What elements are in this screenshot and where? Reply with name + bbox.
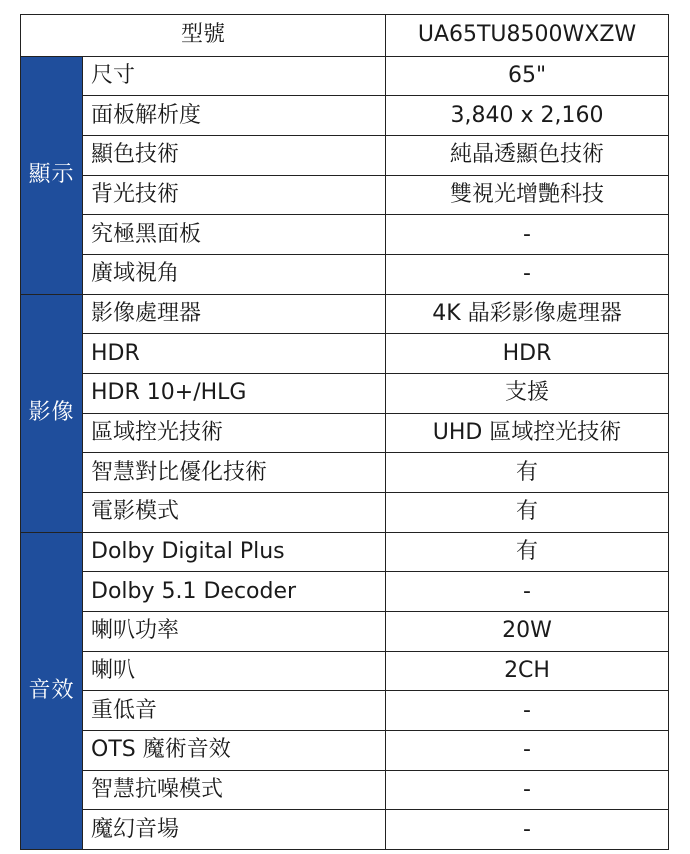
table-row <box>21 373 669 413</box>
table-row <box>21 492 669 532</box>
table-row <box>21 334 669 374</box>
table-row <box>21 611 669 651</box>
spec-label: 重低音 <box>83 691 386 731</box>
spec-value: 65" <box>386 56 669 96</box>
table-row <box>21 96 669 136</box>
spec-label: 喇叭功率 <box>83 611 386 651</box>
spec-value: - <box>386 254 669 294</box>
table-row <box>21 175 669 215</box>
table-row <box>21 810 669 850</box>
table-row <box>21 730 669 770</box>
table-row <box>21 651 669 691</box>
spec-value: 有 <box>386 492 669 532</box>
spec-label: HDR 10+/HLG <box>83 373 386 413</box>
table-row <box>21 691 669 731</box>
spec-label: 電影模式 <box>83 492 386 532</box>
spec-value: 有 <box>386 532 669 572</box>
spec-label: 尺寸 <box>83 56 386 96</box>
spec-value: 3,840 x 2,160 <box>386 96 669 136</box>
spec-label: OTS 魔術音效 <box>83 730 386 770</box>
table-row <box>21 453 669 493</box>
table-row <box>21 770 669 810</box>
spec-table <box>20 14 669 850</box>
spec-value: - <box>386 572 669 612</box>
spec-value: 純晶透顯色技術 <box>386 136 669 176</box>
model-label: 型號 <box>21 15 386 57</box>
table-row <box>21 294 669 334</box>
spec-label: 廣域視角 <box>83 254 386 294</box>
spec-label: HDR <box>83 334 386 374</box>
table-row <box>21 56 669 96</box>
category-audio: 音效 <box>21 532 83 849</box>
category-display: 顯示 <box>21 56 83 294</box>
spec-value: - <box>386 215 669 255</box>
table-row <box>21 215 669 255</box>
spec-label: 區域控光技術 <box>83 413 386 453</box>
spec-label: 智慧對比優化技術 <box>83 453 386 493</box>
table-row <box>21 413 669 453</box>
spec-value: 有 <box>386 453 669 493</box>
spec-value: UHD 區域控光技術 <box>386 413 669 453</box>
spec-label: Dolby 5.1 Decoder <box>83 572 386 612</box>
spec-value: - <box>386 810 669 850</box>
spec-value: HDR <box>386 334 669 374</box>
category-picture: 影像 <box>21 294 83 532</box>
table-row <box>21 136 669 176</box>
spec-label: 喇叭 <box>83 651 386 691</box>
spec-label: Dolby Digital Plus <box>83 532 386 572</box>
table-row <box>21 532 669 572</box>
spec-value: - <box>386 730 669 770</box>
spec-label: 影像處理器 <box>83 294 386 334</box>
spec-label: 顯色技術 <box>83 136 386 176</box>
table-row <box>21 572 669 612</box>
spec-value: - <box>386 770 669 810</box>
spec-value: 20W <box>386 611 669 651</box>
table-row <box>21 254 669 294</box>
spec-label: 背光技術 <box>83 175 386 215</box>
spec-label: 究極黑面板 <box>83 215 386 255</box>
spec-value: 雙視光增艷科技 <box>386 175 669 215</box>
spec-value: 2CH <box>386 651 669 691</box>
spec-label: 魔幻音場 <box>83 810 386 850</box>
spec-value: 4K 晶彩影像處理器 <box>386 294 669 334</box>
spec-value: 支援 <box>386 373 669 413</box>
model-value: UA65TU8500WXZW <box>386 15 669 57</box>
spec-label: 智慧抗噪模式 <box>83 770 386 810</box>
header-row <box>21 15 669 57</box>
spec-label: 面板解析度 <box>83 96 386 136</box>
spec-value: - <box>386 691 669 731</box>
